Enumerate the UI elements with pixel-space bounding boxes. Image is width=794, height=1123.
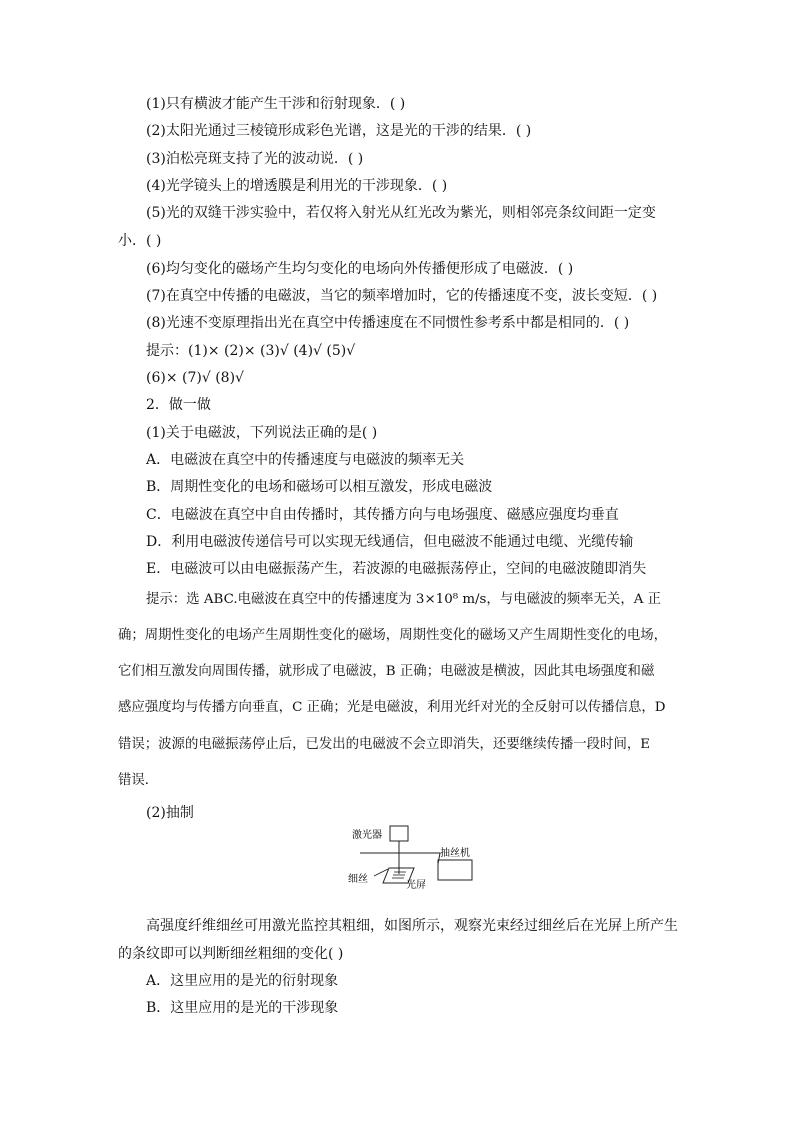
question-1-hint-line1: 提示：选 ABC.电磁波在真空中的传播速度为 3×10⁸ m/s，与电磁波的频率无关，A 正 (146, 592, 662, 607)
question-1-hint-line3: 它们相互激发向周围传播，就形成了电磁波，B 正确；电磁波是横波，因此其电场强度和磁 (118, 664, 655, 679)
question-1-option-a: A．电磁波在真空中的传播速度与电磁波的频率无关 (146, 452, 465, 468)
section-heading: 2．做一做 (146, 397, 211, 413)
question-2-stem-line2: 的条纹即可以判断细丝粗细的变化( ) (118, 946, 344, 962)
setup-diagram (334, 824, 482, 890)
question-2-option-b: B．这里应用的是光的干涉现象 (146, 1000, 339, 1016)
question-2-heading: (2)抽制 (146, 805, 194, 821)
question-1-hint-line2: 确；周期性变化的电场产生周期性变化的磁场，周期性变化的磁场又产生周期性变化的电场， (118, 628, 668, 643)
drawer-box (438, 860, 472, 880)
question-1-hint-line5: 错误；波源的电磁振荡停止后，已发出的电磁波不会立即消失，还要继续传播一段时间，E (118, 737, 651, 752)
question-1-hint-line6: 错误． (118, 773, 159, 788)
judge-item-7: (7)在真空中传播的电磁波，当它的频率增加时，它的传播速度不变，波长变短．( ) (146, 288, 658, 304)
judge-item-8: (8)光速不变原理指出光在真空中传播速度在不同惯性参考系中都是相同的．( ) (146, 315, 630, 331)
question-1-option-d: D．利用电磁波传递信号可以实现无线通信，但电磁波不能通过电缆、光缆传输 (146, 534, 634, 550)
judge-item-4: (4)光学镜头上的增透膜是利用光的干涉现象．( ) (146, 178, 448, 194)
label-drawer: 抽丝机 (440, 848, 470, 859)
judge-hint-line2: (6)× (7)√ (8)√ (146, 370, 244, 386)
judge-item-6: (6)均匀变化的磁场产生均匀变化的电场向外传播便形成了电磁波．( ) (146, 261, 574, 277)
judge-item-3: (3)泊松亮斑支持了光的波动说．( ) (146, 151, 364, 167)
laser-box (390, 826, 408, 841)
laser-monitor-figure (334, 824, 482, 890)
question-1-option-b: B．周期性变化的电场和磁场可以相互激发，形成电磁波 (146, 479, 493, 495)
question-1-option-e: E．电磁波可以由电磁振荡产生，若波源的电磁振荡停止，空间的电磁波随即消失 (146, 561, 647, 577)
label-wire: 细丝 (348, 874, 368, 885)
label-laser: 激光器 (352, 830, 382, 841)
question-2-stem-line1: 高强度纤维细丝可用激光监控其粗细，如图所示，观察光束经过细丝后在光屏上所产生 (146, 918, 678, 934)
question-1-hint-line4: 感应强度均与传播方向垂直，C 正确；光是电磁波，利用光纤对光的全反射可以传播信息，D (118, 700, 666, 715)
judge-item-2: (2)太阳光通过三棱镜形成彩色光谱，这是光的干涉的结果．( ) (146, 123, 532, 139)
label-screen: 光屏 (406, 880, 426, 890)
question-1-option-c: C．电磁波在真空中自由传播时，其传播方向与电场强度、磁感应强度均垂直 (146, 507, 619, 523)
judge-item-1: (1)只有横波才能产生干涉和衍射现象．( ) (146, 96, 406, 112)
question-2-option-a: A．这里应用的是光的衍射现象 (146, 973, 339, 989)
judge-item-5-line2: 小．( ) (118, 233, 162, 249)
judge-hint-line1: 提示：(1)× (2)× (3)√ (4)√ (5)√ (146, 343, 356, 359)
judge-item-5-line1: (5)光的双缝干涉实验中，若仅将入射光从红光改为紫光，则相邻亮条纹间距一定变 (146, 205, 656, 221)
question-1-stem: (1)关于电磁波，下列说法正确的是( ) (146, 425, 378, 441)
